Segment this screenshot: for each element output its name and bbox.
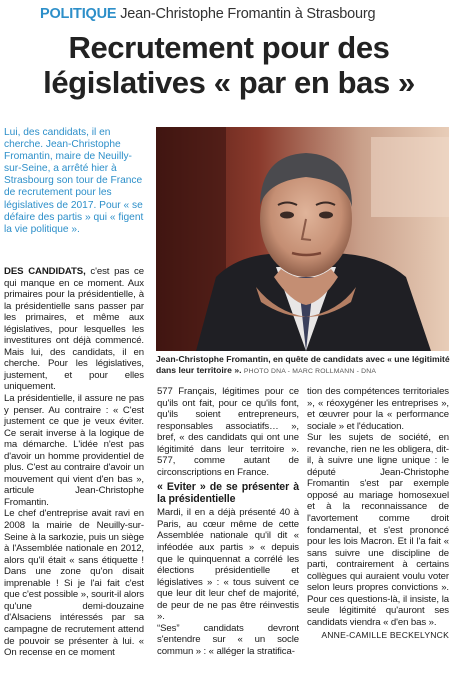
intertitle: « Eviter » de se présenter à la présidentielle bbox=[157, 481, 299, 506]
photo-credit: PHOTO DNA - MARC ROLLMANN - DNA bbox=[243, 368, 377, 375]
paragraph: “Ses” candidats devront s'entendre sur « un socle commun » : « alléger la stratifica- bbox=[157, 622, 299, 657]
section-rubric: POLITIQUE bbox=[40, 6, 117, 22]
article-standfirst: Lui, des candidats, il en cherche. Jean-Christophe Fromantin, maire de Neuilly-sur-Seine, a arrêté hier à Strasbourg son tour de France de recrutement pour les législatives de 2017. Pour « se défaire des partis » qui « figent la vie politique ». bbox=[4, 127, 144, 235]
photo-caption bbox=[156, 354, 451, 377]
paragraph: tion des compétences territoriales », « réoxygéner les entreprises », et œuvrer pour la « performance sociale » et l'éducation. bbox=[307, 386, 449, 432]
paragraph: DES CANDIDATS, c'est pas ce qui manque en ce moment. Aux primaires pour la présidentielle, à la présidentielle sans passer par les primaires, et même aux législatives, pour lesquelles les investitures ont déjà commencé. Mais lui, des candidats, il en cherche. Pour les législatives, justement, et pour elles uniquement. bbox=[4, 266, 144, 393]
caption-text: Jean-Christophe Fromantin, en quête de candidats avec « une légitimité dans leur territoire ». bbox=[156, 354, 450, 375]
paragraph: Sur les sujets de société, en revanche, rien ne les obligera, dit-il, à suivre une ligne unique : le député Jean-Christophe Fromantin s'est par exemple opposé au mariage homosexuel et à la reconnaissance de l'avortement comme droit fondamental, et s'est prononcé pour les lois Macron. Et il l'a fait « sans suivre une discipline de parti, contrairement à certains collègues qui auraient voulu voter selon leurs propres convictions ». Pour ces questions-là, il insiste, la seule légitimité qu'auront ses candidats viendra « d'en bas ». bbox=[307, 432, 449, 628]
paragraph: La présidentielle, il assure ne pas y penser. Au contraire : « C'est justement ce que je veux éviter. Ce serait inverse à la logique de ma démarche. L'idée n'est pas d'avoir un homme providentiel de plus. C'est au contraire d'avoir un mouvement qui vient d'en bas », articule Jean-Christophe Fromantin. bbox=[4, 393, 144, 508]
author-signature: ANNE-CAMILLE BECKELYNCK bbox=[321, 630, 449, 641]
article-column-2 bbox=[157, 386, 299, 657]
lead-in: DES CANDIDATS, bbox=[4, 266, 86, 277]
paragraph: 577 Français, légitimes pour ce qu'ils ont fait, pour ce qu'ils font, qu'ils soient entrepreneurs, responsables associatifs… », bref, « des candidats qui ont une légitimité dans leur territoire ». 577, comme autant de circonscriptions en France. bbox=[157, 386, 299, 478]
article-headline: Recrutement pour des législatives « par en bas » bbox=[43, 30, 415, 100]
article-column-1 bbox=[4, 266, 144, 659]
section-kicker bbox=[40, 6, 375, 22]
article-column-3 bbox=[307, 386, 449, 642]
paragraph: Le chef d'entreprise avait ravi en 2008 la mairie de Neuilly-sur-Seine à la sarkozie, puis un siège à l'Assemblée nationale en 2012, alors qu'il était « sans étiquette ! Dans une zone qu'on disait imprenable ! Si je l'ai fait c'est que c'est possible », sourit-il alors qu'une demi-douzaine d'Alsaciens intéressés par sa campagne de recrutement attend de pouvoir se présenter à lui. « On recense en ce moment bbox=[4, 508, 144, 659]
article-subject: Jean-Christophe Fromantin à Strasbourg bbox=[120, 6, 376, 22]
paragraph: Mardi, il en a déjà présenté 40 à Paris, au cœur même de cette Assemblée nationale qu'il dit « inféodée aux partis » « depuis que le quinquennat a corrélé les élections présidentielle et législatives » : « tous suivent ce que leur dit leur chef de majorité, de peur de ne pas être réinvestis ». bbox=[157, 507, 299, 623]
portrait-photo bbox=[156, 127, 449, 351]
